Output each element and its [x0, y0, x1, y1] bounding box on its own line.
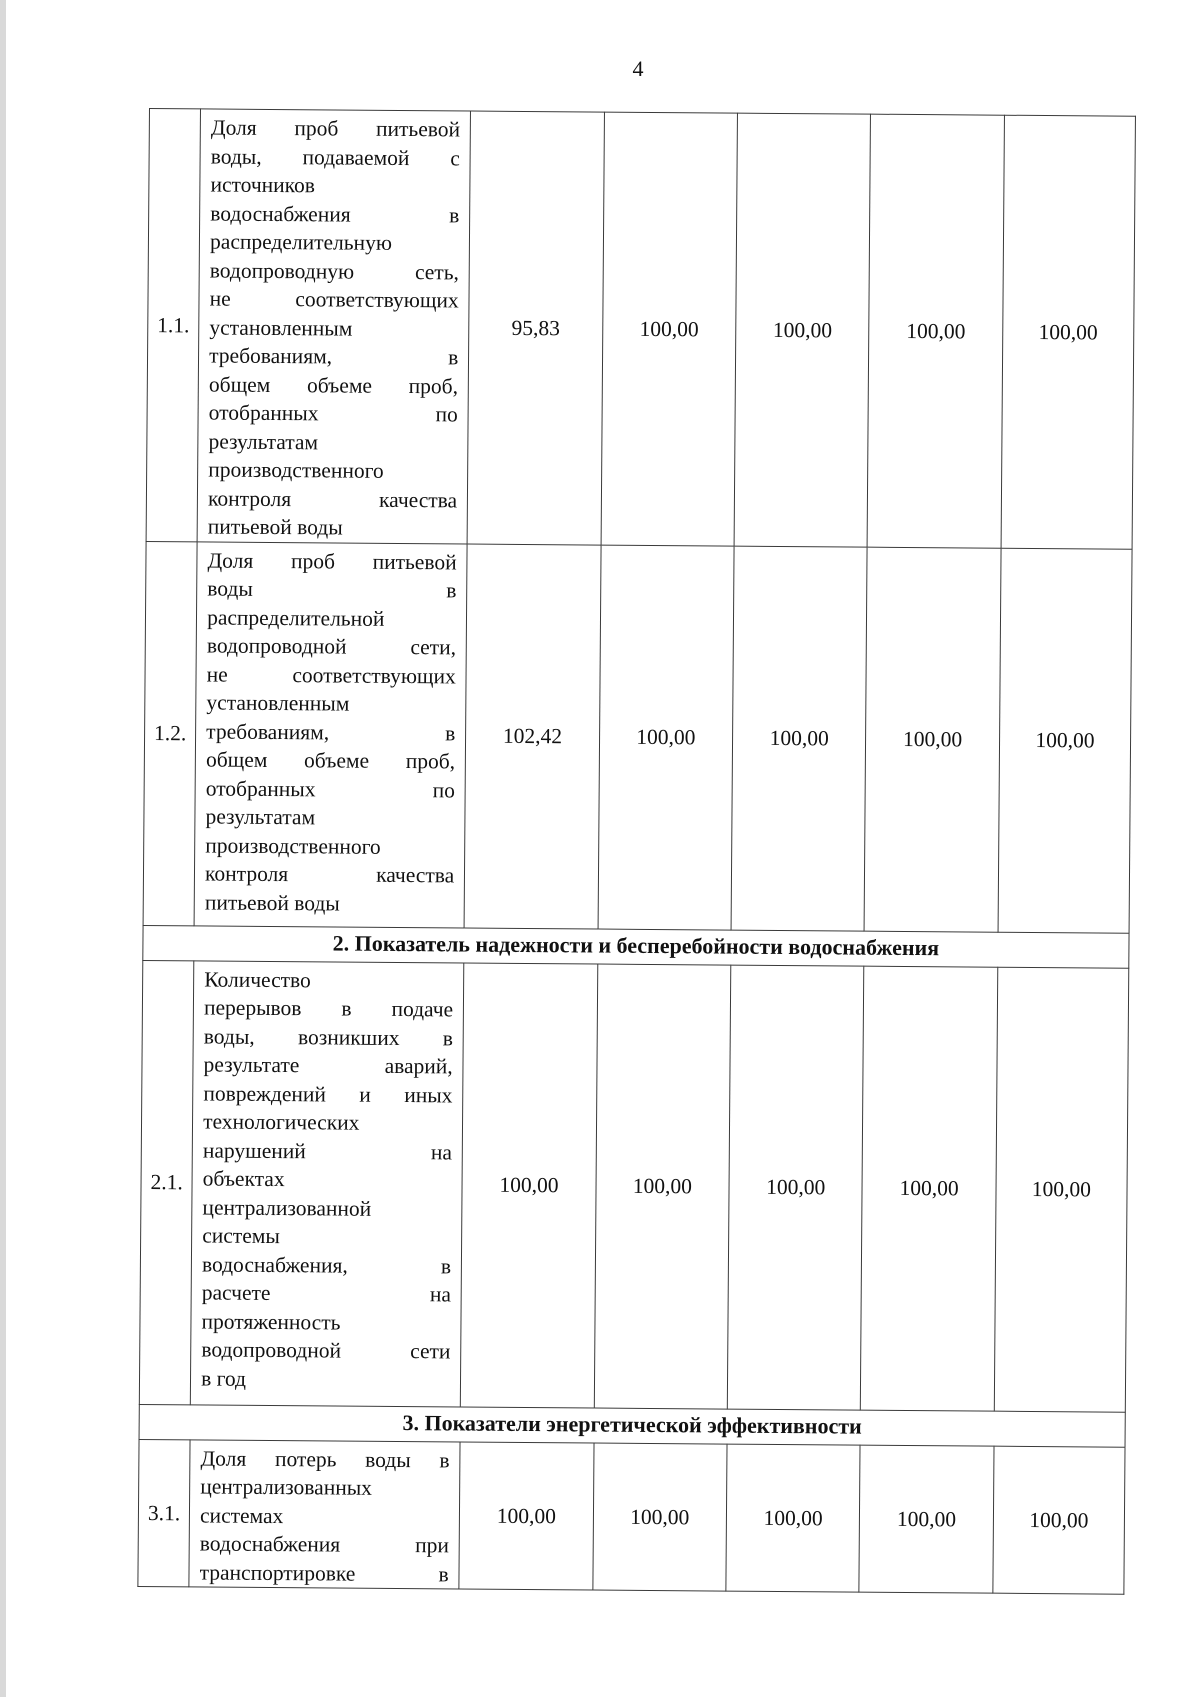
description-line: воды, подаваемой с: [210, 143, 460, 170]
indicator-description: [190, 960, 464, 1406]
value-cell: 100,00: [459, 1441, 594, 1590]
description-line: установленным: [206, 690, 350, 716]
description-line: протяженность: [201, 1308, 341, 1335]
page-edge: [0, 0, 6, 1697]
indicator-description: [194, 541, 467, 927]
value-cell: 100,00: [867, 114, 1004, 548]
description-line: водоснабжения при: [199, 1531, 450, 1558]
table-row: [146, 109, 1135, 549]
value-cell: 100,00: [601, 112, 738, 546]
indicator-description: [197, 109, 470, 544]
description-line: водоснабжения, в: [201, 1251, 452, 1278]
description-line: технологических: [203, 1109, 360, 1135]
table-row: [138, 1439, 1125, 1594]
description-line: Количество: [204, 966, 311, 992]
description-line: требованиям, в: [206, 718, 456, 745]
description-line: водопроводной сети,: [206, 633, 457, 660]
value-cell: 100,00: [731, 546, 867, 931]
description-line: контроля качества: [207, 485, 458, 512]
description-line: системы: [202, 1223, 280, 1249]
row-number: 3.1.: [138, 1439, 190, 1587]
description-line: в год: [201, 1365, 247, 1391]
value-cell: 100,00: [993, 1446, 1125, 1595]
description-line: отобранных по: [208, 400, 458, 427]
indicator-description: [189, 1439, 460, 1589]
description-line: общем объеме проб,: [208, 371, 459, 398]
description-line: централизованной: [202, 1194, 372, 1221]
description-line: результатам: [208, 428, 319, 454]
description-line: установленным: [209, 314, 353, 341]
description-line: системах: [199, 1502, 284, 1528]
description-line: расчете на: [201, 1280, 452, 1307]
value-cell: 100,00: [859, 1445, 994, 1594]
description-line: результатам: [205, 804, 316, 830]
description-line: результате аварий,: [203, 1052, 453, 1079]
description-line: общем объеме проб,: [205, 747, 456, 774]
value-cell: 100,00: [594, 964, 731, 1409]
value-cell: 102,42: [464, 544, 600, 929]
description-line: производственного: [208, 457, 384, 483]
row-number: 2.1.: [139, 960, 194, 1404]
value-cell: 100,00: [998, 548, 1132, 933]
value-cell: 100,00: [1001, 115, 1136, 549]
value-cell: 100,00: [861, 966, 998, 1411]
page-number: 4: [632, 56, 644, 81]
table-row: [139, 960, 1128, 1412]
description-line: распределительную: [209, 229, 393, 255]
description-line: повреждений и иных: [203, 1080, 453, 1107]
description-line: водопроводной сети: [201, 1337, 451, 1364]
description-line: не соответствующих: [209, 286, 459, 313]
description-line: Доля проб питьевой: [210, 115, 461, 142]
description-line: Доля проб питьевой: [207, 547, 457, 574]
row-number: 1.2.: [143, 541, 197, 925]
value-cell: 100,00: [598, 545, 734, 930]
description-line: нарушений на: [202, 1137, 453, 1164]
description-line: распределительной: [207, 604, 385, 631]
description-line: централизованных: [200, 1474, 373, 1500]
description-line: производственного: [205, 832, 381, 859]
value-cell: 100,00: [864, 547, 1000, 932]
description-line: воды, возникших в: [203, 1023, 454, 1050]
description-line: транспортировке в: [199, 1559, 449, 1586]
table-row: [143, 541, 1132, 933]
row-number: 1.1.: [146, 109, 201, 542]
value-cell: 100,00: [592, 1443, 727, 1592]
value-cell: 100,00: [461, 963, 598, 1408]
description-line: объектах: [202, 1166, 285, 1192]
description-line: питьевой воды: [207, 514, 343, 540]
value-cell: 100,00: [726, 1444, 861, 1593]
description-line: воды в: [207, 576, 457, 603]
section-heading: 2. Показатель надежности и бесперебойности водоснабжения: [143, 925, 1129, 968]
value-cell: 95,83: [467, 111, 604, 545]
description-line: не соответствующих: [206, 661, 456, 688]
description-line: контроля качества: [205, 861, 455, 888]
section-heading: 3. Показатели энергетической эффективности: [139, 1404, 1125, 1447]
value-cell: 100,00: [727, 965, 864, 1410]
description-line: питьевой воды: [204, 889, 340, 916]
description-line: Доля потерь воды в: [200, 1445, 450, 1472]
value-cell: 100,00: [994, 967, 1129, 1412]
indicators-table: [137, 108, 1136, 1595]
description-line: источников: [210, 172, 316, 198]
description-line: отобранных по: [205, 775, 455, 802]
description-line: водоснабжения в: [210, 200, 460, 227]
description-line: требованиям, в: [209, 343, 459, 370]
description-line: водопроводную сеть,: [209, 257, 460, 284]
value-cell: 100,00: [734, 113, 871, 547]
description-line: перерывов в подаче: [203, 995, 454, 1022]
